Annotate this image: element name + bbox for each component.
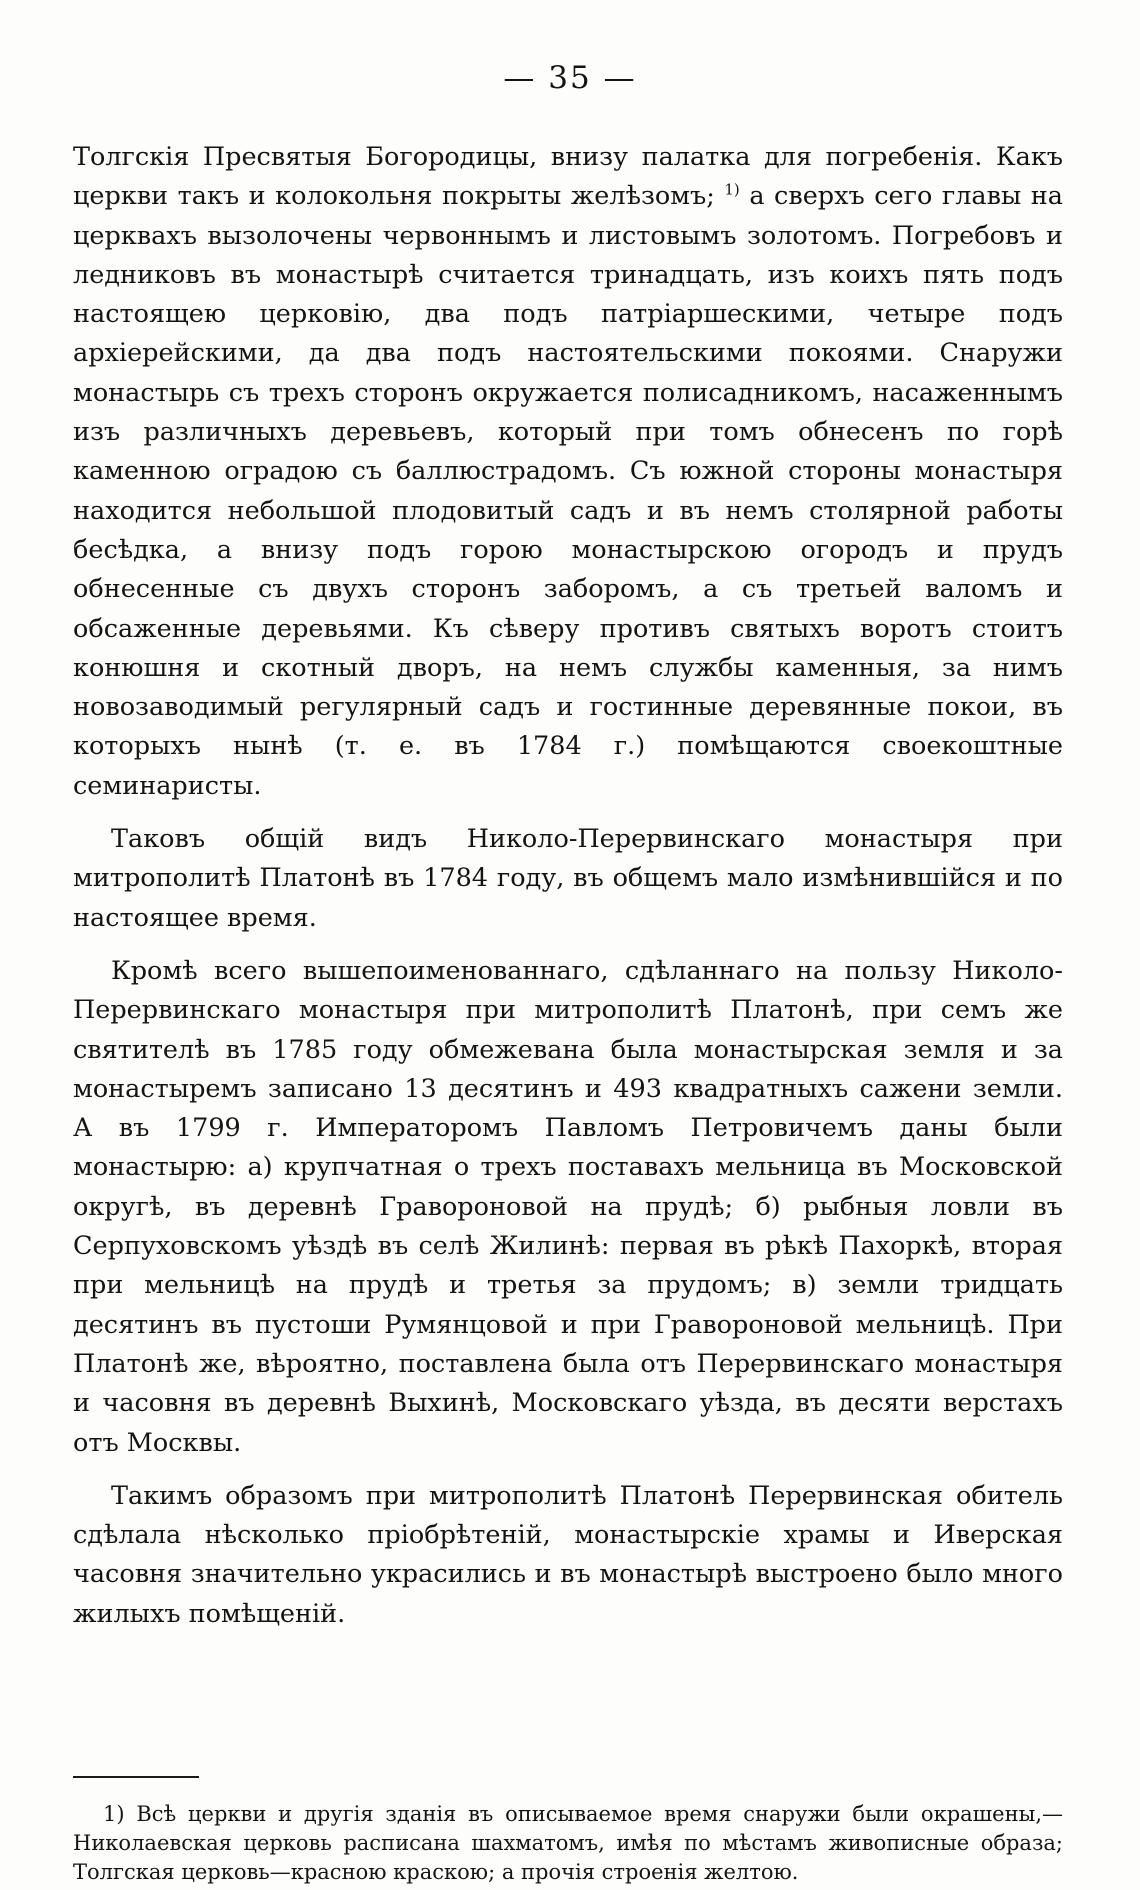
- paragraph-4: Такимъ образомъ при митрополитѣ Платонѣ Перервинская обитель сдѣлала нѣсколько пріобрѣтеній, монастырскіе храмы и Иверская часовня значительно украсились и въ монастырѣ выстроено было много жилыхъ помѣщеній.: [73, 1480, 1063, 1629]
- footnote-reference: 1): [724, 180, 740, 199]
- paragraph-1-text-a: Толгскія Пресвятыя Богородицы, внизу палатка для погребенія. Какъ церкви такъ и колокольня покрыты желѣзомъ;: [73, 142, 1063, 212]
- footnote: [73, 1800, 1063, 1887]
- main-text: [73, 138, 1063, 1634]
- paragraph-2: Таковъ общій видъ Николо-Перервинскаго монастыря при митрополитѣ Платонѣ въ 1784 году, въ общемъ мало измѣнившійся и по настоящее время.: [73, 824, 1063, 933]
- paragraph-1: [73, 138, 1063, 806]
- page-number: — 35 —: [503, 60, 637, 96]
- paragraph-3: Кромѣ всего вышепоименованнаго, сдѣланнаго на пользу Николо-Перервинскаго монастыря при митрополитѣ Платонѣ, при семъ же святителѣ въ 1785 году обмежевана была монастырская земля и за монастыремъ записано 13 десятинъ и 493 квадратныхъ сажени земли. А въ 1799 г. Императоромъ Павломъ Петровичемъ даны были монастырю: а) крупчатная о трехъ поставахъ мельница въ Московской округѣ, въ деревнѣ Гравороновой на прудѣ; б) рыбныя ловли въ Серпуховскомъ уѣздѣ въ селѣ Жилинѣ: первая въ рѣкѣ Пахоркѣ, вторая при мельницѣ на прудѣ и третья за прудомъ; в) земли тридцать десятинъ въ пустоши Румянцовой и при Гравороновой мельницѣ. При Платонѣ же, вѣроятно, поставлена была отъ Перервинскаго монастыря и часовня въ деревнѣ Выхинѣ, Московскаго уѣзда, въ десяти верстахъ отъ Москвы.: [73, 955, 1063, 1458]
- footnote-text: Всѣ церкви и другія зданія въ описываемое время снаружи были окрашены,—Николаевская церковь расписана шахматомъ, имѣя по мѣстамъ живописные образа; Толгская церковь—красною краскою; а прочія строенія желтою.: [73, 1802, 1063, 1884]
- footnote-separator: [73, 1776, 199, 1778]
- footnote-mark: 1): [103, 1802, 125, 1826]
- paragraph-1-text-b: а сверхъ сего главы на церквахъ вызолочены червоннымъ и листовымъ золотомъ. Погребовъ и ледниковъ въ монастырѣ считается тринадцать, изъ коихъ пять подъ настоящею церковію, два подъ патріаршескими, четыре подъ архіерейскими, да два подъ настоятельскими покоями. Снаружи монастырь съ трехъ сторонъ окружается полисадникомъ, насаженнымъ изъ различныхъ деревьевъ, который при томъ обнесенъ по горѣ каменною оградою съ баллюстрадомъ. Съ южной стороны монастыря находится небольшой плодовитый садъ и въ немъ столярной работы бесѣдка, а внизу подъ горою монастырскою огородъ и прудъ обнесенные съ двухъ сторонъ заборомъ, а съ третьей валомъ и обсаженные деревьями. Къ сѣверу противъ святыхъ воротъ стоитъ конюшня и скотный дворъ, на немъ службы каменныя, за нимъ новозаводимый регулярный садъ и гостинные деревянные покои, въ которыхъ нынѣ (т. е. въ 1784 г.) помѣщаются своекоштные семинаристы.: [73, 181, 1063, 801]
